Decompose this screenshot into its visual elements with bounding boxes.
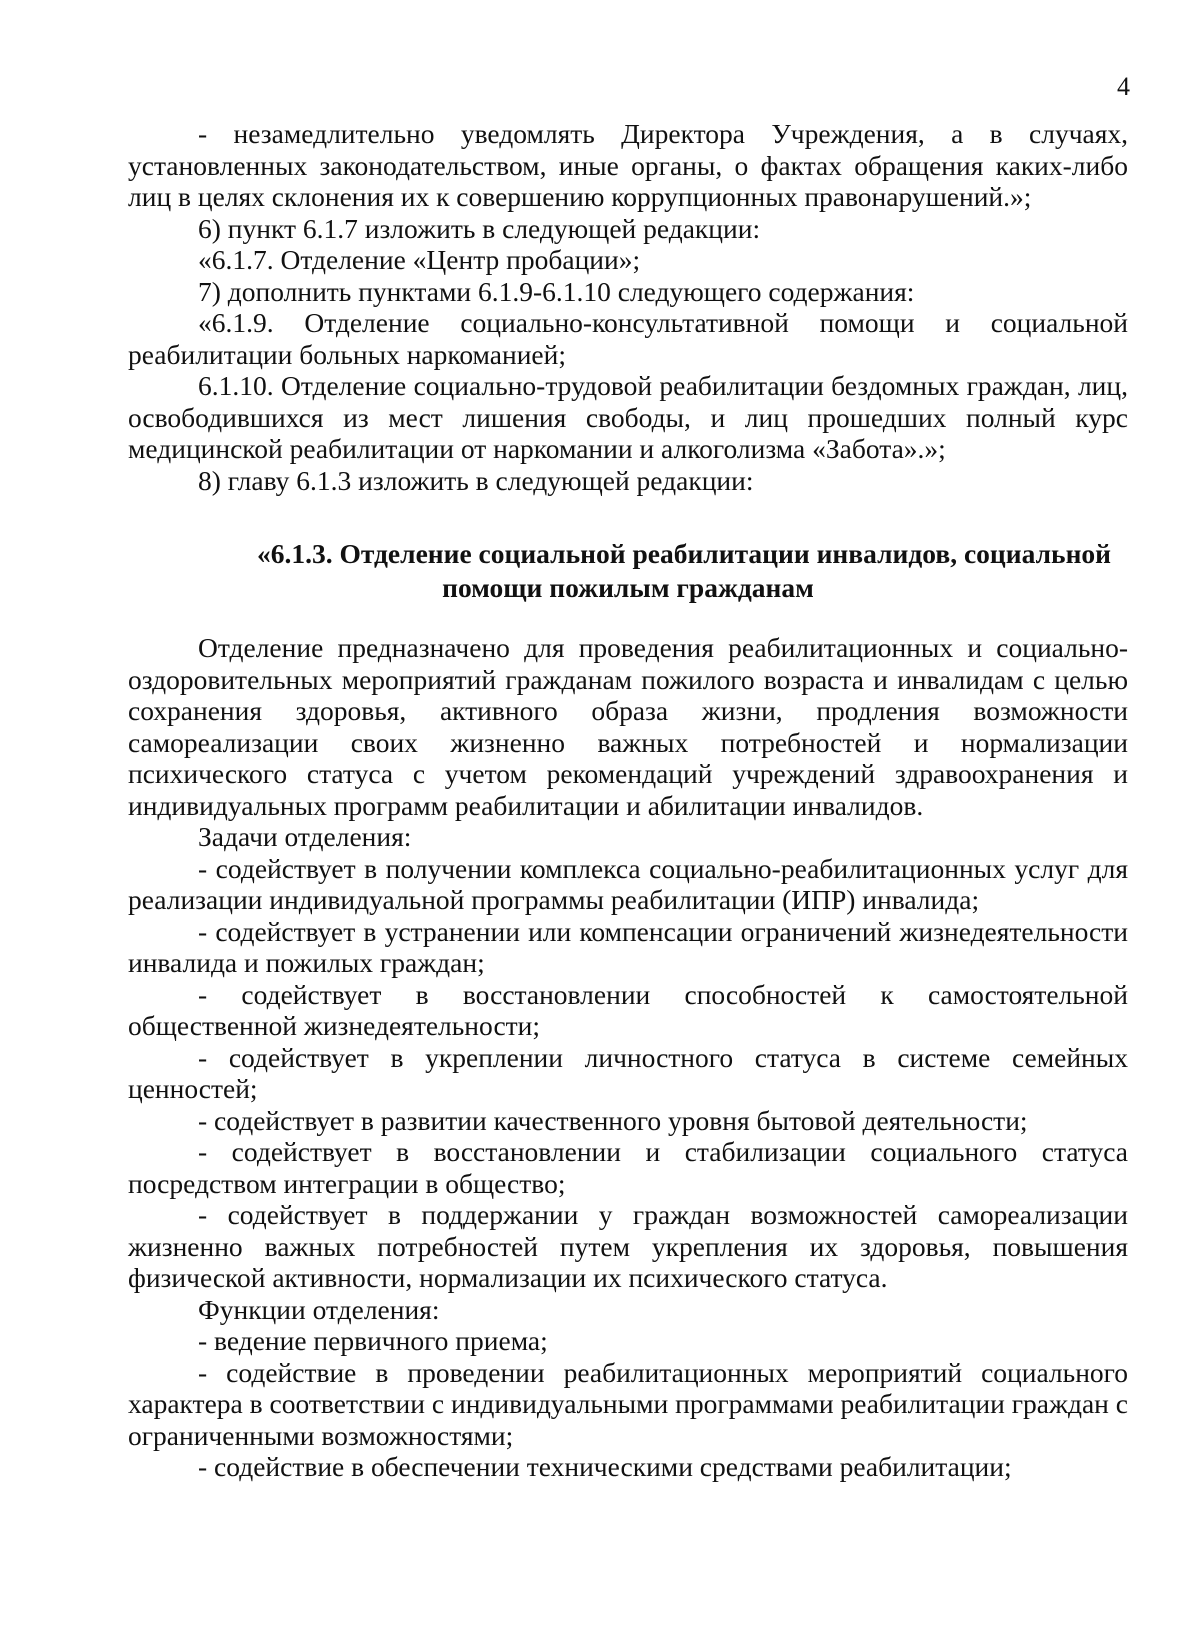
section-heading <box>128 537 1128 605</box>
paragraph: 8) главу 6.1.3 изложить в следующей редакции: <box>198 464 754 496</box>
amendments-section <box>128 118 1128 496</box>
section-heading-line-1: «6.1.3. Отделение социальной реабилитации инвалидов, социальной <box>256 538 1112 569</box>
department-description-section <box>128 632 1128 1483</box>
list-item: - содействует в устранении или компенсации ограничений жизнедеятельности инвалида и пожилых граждан; <box>128 915 1128 978</box>
list-item: - содействует в восстановлении и стабилизации социального статуса посредством интеграции в общество; <box>128 1136 1128 1199</box>
paragraph: 7) дополнить пунктами 6.1.9-6.1.10 следующего содержания: <box>198 275 915 307</box>
paragraph: 6) пункт 6.1.7 изложить в следующей редакции: <box>198 212 761 244</box>
list-item: - содействие в обеспечении техническими средствами реабилитации; <box>198 1451 1012 1482</box>
list-item: - содействует в восстановлении способностей к самостоятельной общественной жизнедеятельности; <box>128 978 1128 1041</box>
list-item: - содействует в поддержании у граждан возможностей самореализации жизненно важных потребностей путем укрепления их здоровья, повышения физической активности, нормализации их психического статуса. <box>128 1199 1128 1293</box>
paragraph: 6.1.10. Отделение социально-трудовой реабилитации бездомных граждан, лиц, освободившихся из мест лишения свободы, и лиц прошедших полный курс медицинской реабилитации от наркомании и алкоголизма «Забота».»; <box>128 370 1128 464</box>
paragraph: - незамедлительно уведомлять Директора Учреждения, а в случаях, установленных законодательством, иные органы, о фактах обращения каких-либо лиц в целях склонения их к совершению коррупционных правонарушений.»; <box>128 118 1128 212</box>
list-item: - содействует в развитии качественного уровня бытовой деятельности; <box>198 1104 1028 1136</box>
list-item: - ведение первичного приема; <box>198 1325 548 1356</box>
list-item: - содействует в получении комплекса социально-реабилитационных услуг для реализации индивидуальной программы реабилитации (ИПР) инвалида; <box>128 852 1128 915</box>
paragraph: «6.1.9. Отделение социально-консультативной помощи и социальной реабилитации больных наркоманией; <box>128 307 1128 370</box>
paragraph: Отделение предназначено для проведения реабилитационных и социально-оздоровительных мероприятий гражданам пожилого возраста и инвалидам с целью сохранения здоровья, активного образа жизни, продления возможности самореализации своих жизненно важных потребностей и нормализации психического статуса с учетом рекомендаций учреждений здравоохранения и индивидуальных программ реабилитации и абилитации инвалидов. <box>128 632 1128 821</box>
paragraph: Функции отделения: <box>198 1293 440 1325</box>
list-item: - содействует в укреплении личностного статуса в системе семейных ценностей; <box>128 1041 1128 1104</box>
paragraph: Задачи отделения: <box>198 821 412 852</box>
section-heading-line-2: помощи пожилым гражданам <box>442 572 814 603</box>
paragraph: «6.1.7. Отделение «Центр пробации»; <box>198 244 641 275</box>
list-item: - содействие в проведении реабилитационных мероприятий социального характера в соответствии с индивидуальными программами реабилитации граждан с ограниченными возможностями; <box>128 1356 1128 1451</box>
page-number: 4 <box>1117 72 1130 101</box>
